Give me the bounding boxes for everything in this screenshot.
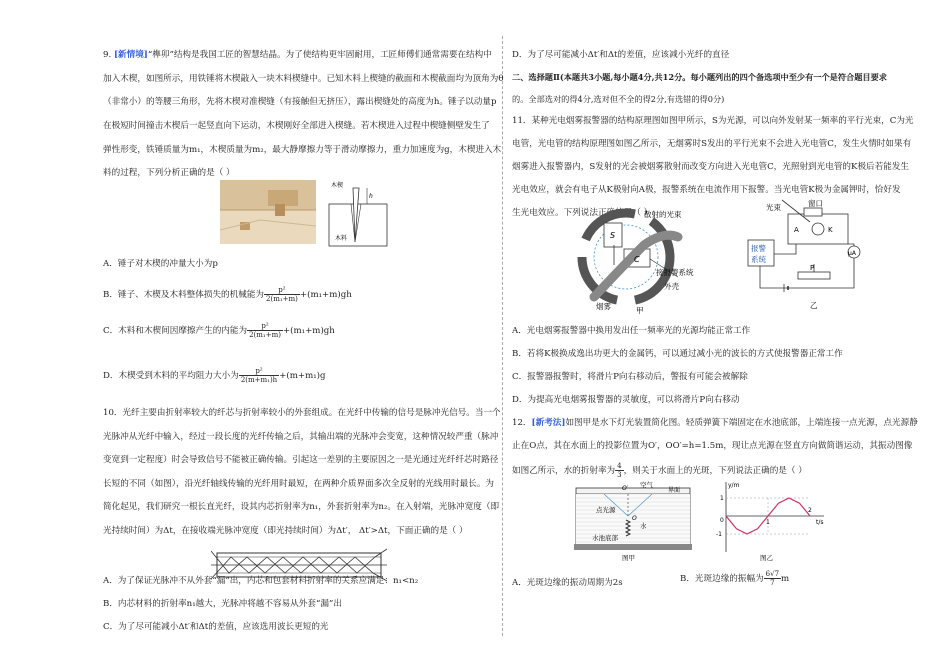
q9-photo bbox=[220, 180, 316, 244]
q10-option-d[interactable]: D．为了尽可能减小Δt′和Δt的差值，应该减小光纤的直径 bbox=[512, 50, 730, 60]
q9-option-c[interactable] bbox=[103, 322, 335, 342]
chart-xlabel: t/s bbox=[816, 519, 824, 526]
q12-line-1 bbox=[512, 414, 918, 434]
q9-h-label: h bbox=[369, 193, 373, 200]
q12-line-2: 止在O点，其在水面上的投影位置为O′，OO′=h=1.5m，现让点光源在竖直方向做简谐运动，其振动图像 bbox=[512, 441, 913, 451]
q9-text-1: “榫卯”结构是我国工匠的智慧结晶。为了使结构更牢固耐用，工匠师傅们通常需要在结构中 bbox=[147, 50, 492, 60]
chart-ytick-neg1: -1 bbox=[716, 531, 722, 538]
q9-line-3: （非常小）的等腰三角形，先将木楔对准楔缝（有接触但无挤压），露出楔缝处的高度为h。锤子以动量p bbox=[103, 97, 497, 107]
q9-line-4: 在极短时间撞击木楔后一起竖直向下运动，木楔刚好全部进入楔缝。若木楔进入过程中楔缝侧壁发生了 bbox=[103, 121, 490, 131]
q11-yi-window: 窗口 bbox=[808, 199, 823, 208]
q12-jia-label: 图甲 bbox=[622, 554, 635, 562]
chart-ytick-0: 0 bbox=[720, 517, 724, 524]
q11-option-a[interactable]: A．光电烟雾报警器中换用发出任一频率光的光源均能正常工作 bbox=[512, 326, 751, 336]
column-divider bbox=[502, 36, 503, 636]
q11-jia-label: 甲 bbox=[636, 306, 644, 315]
q10-line-5: 简化起见，我们研究一根长直光纤，设其内芯折射率为n₁，外套折射率为n₂。在入射端，光脉冲宽度（即 bbox=[103, 502, 500, 512]
frac-den: 2(m+m₁)h bbox=[240, 376, 278, 384]
q11-jia-C: C bbox=[634, 255, 640, 264]
q12-tag: [新考法] bbox=[531, 418, 566, 428]
q12-jia-water: 水 bbox=[640, 522, 647, 530]
q11-line-4: 光电效应，就会有电子从K极射向A极，报警系统在电流作用下报警。当光电管K极为金属钾时，恰好发 bbox=[512, 185, 901, 195]
q9-option-d[interactable] bbox=[103, 367, 326, 387]
q9-tag: [新情境] bbox=[113, 50, 148, 60]
q11-line-1: 11．某种光电烟雾报警器的结构原理图如图甲所示，S为光源，可以向外发射某一频率的平行光束，C为光 bbox=[512, 116, 914, 126]
left-column bbox=[103, 0, 504, 672]
q9-wedge-diagram bbox=[327, 178, 393, 248]
q10-line-2: 光脉冲从光纤中输入，经过一段长度的光纤传输之后，其输出端的光脉冲会变宽，这种情况较严重（脉冲 bbox=[103, 432, 499, 442]
q9-wood-label: 木料 bbox=[335, 235, 348, 242]
q9-line-1 bbox=[103, 46, 492, 66]
q12-text-3-post: ，则关于水面上的光斑，下列说法正确的是（ ） bbox=[623, 466, 807, 476]
frac-den: 2(m₁+m) bbox=[249, 331, 281, 339]
q9-option-b-frac bbox=[264, 286, 300, 303]
q9-option-d-text: D．木楔受到木料的平均阻力大小为 bbox=[103, 371, 239, 381]
q12-option-b-unit: m bbox=[781, 574, 790, 584]
q12-yi-label: 图乙 bbox=[760, 554, 773, 562]
q11-jia-smoke: 烟雾 bbox=[596, 302, 611, 311]
q11-jia-alarm: 接报警系统 bbox=[656, 268, 694, 277]
q12-jia-boundary: 界面 bbox=[668, 487, 681, 494]
frac-num: p² bbox=[264, 286, 300, 295]
q12-figure-jia bbox=[570, 480, 700, 562]
chart-ylabel: y/m bbox=[728, 482, 740, 489]
q11-yi-K: K bbox=[828, 226, 833, 234]
q9-line-5: 弹性形变，铁锤质量为m₁，木楔质量为m₂，最大静摩擦力等于滑动摩擦力，重力加速度为g，木楔进入木 bbox=[103, 145, 502, 155]
q12-option-b-text: B．光斑边缘的振幅为 bbox=[680, 574, 764, 584]
frac-num: p² bbox=[247, 322, 283, 331]
section-header-1: 二、选择题Ⅱ(本题共3小题,每小题4分,共12分。每小题列出的四个备选项中至少有一个是符合题目要求 bbox=[512, 72, 887, 82]
q9-option-a[interactable]: A．锤子对木楔的冲量大小为p bbox=[103, 259, 218, 269]
q12-jia-air: 空气 bbox=[640, 481, 653, 489]
q12-text-1: 如图甲是水下灯光装置简化图。轻质弹簧下端固定在水池底部，上端连接一点光源，点光源静 bbox=[565, 418, 918, 428]
q10-option-b[interactable]: B．内芯材料的折射率n₁越大，光脉冲将越不容易从外套“漏”出 bbox=[103, 599, 342, 609]
frac-num: 6√7 bbox=[765, 570, 780, 578]
q10-line-4: 长短的不同（如图），沿光纤轴线传输的光纤用时最短，在两种介质界面多次全反射的光线用时最长。为 bbox=[103, 479, 495, 489]
q10-option-a[interactable]: A．为了保证光脉冲不从外套“漏”出，内芯和包套材料折射率的关系应满足：n₁<n₂ bbox=[103, 576, 419, 586]
q12-option-b[interactable] bbox=[680, 570, 789, 590]
q11-line-5: 生光电效应。下列说法正确的是（ ） bbox=[512, 208, 653, 218]
q11-yi-label: 乙 bbox=[810, 301, 818, 310]
q9-line-6: 料的过程，下列分析正确的是（ ） bbox=[103, 168, 235, 178]
q9-option-b-post: +(m₁+m)gh bbox=[299, 290, 352, 300]
q11-yi-A: A bbox=[794, 226, 799, 234]
q12-frac bbox=[615, 462, 623, 479]
chart-ytick-1: 1 bbox=[720, 495, 724, 502]
q9-option-c-text: C．木料和木楔间因摩擦产生的内能为 bbox=[103, 326, 248, 336]
frac-den: 7 bbox=[770, 579, 775, 587]
chart-xtick-2: 2 bbox=[808, 507, 812, 514]
q9-option-d-post: +(m+m₁)g bbox=[279, 371, 326, 381]
q9-wedge-label: 木楔 bbox=[331, 182, 344, 189]
q11-line-2: 电管，光电管的结构原理图如图乙所示，无烟雾时S发出的平行光束不会进入光电管C，发生火情时如果有 bbox=[512, 139, 912, 149]
q11-figure-yi bbox=[744, 198, 864, 314]
q10-line-3: 变宽到一定程度）时会导致信号不能被正确传输。引起这一差别的主要原因之一是光通过光纤纤芯时路径 bbox=[103, 455, 499, 465]
q9-option-b[interactable] bbox=[103, 286, 352, 306]
q11-jia-scatter: 散射的光束 bbox=[644, 210, 682, 219]
frac-num: p² bbox=[239, 367, 279, 376]
q12-number: 12． bbox=[512, 418, 532, 428]
q9-option-c-post: +(m₁+m)gh bbox=[282, 326, 335, 336]
right-column bbox=[512, 0, 918, 672]
q9-line-2: 加入木楔，如图所示，用铁锤将木楔敲入一块木料楔缝中。已知木料上楔缝的截面和木楔截面均为顶角为θ bbox=[103, 74, 504, 84]
frac-den: 3 bbox=[617, 471, 622, 479]
frac-den: 2(m₁+m) bbox=[266, 295, 298, 303]
q12-jia-O: O bbox=[632, 515, 637, 522]
q10-option-c[interactable]: C．为了尽可能减小Δt′和Δt的差值，应该选用波长更短的光 bbox=[103, 622, 329, 632]
q9-option-b-text: B．锤子、木楔及木料整体损失的机械能为 bbox=[103, 290, 265, 300]
q11-option-c[interactable]: C．报警器报警时，将滑片P向右移动后，警报有可能会被解除 bbox=[512, 372, 748, 382]
q11-option-b[interactable]: B．若将K极换成逸出功更大的金属钙，可以通过减小光的波长的方式使报警器正常工作 bbox=[512, 349, 843, 359]
q11-figure-jia bbox=[574, 205, 724, 317]
q11-jia-S: S bbox=[610, 231, 616, 240]
q12-text-3: 如图乙所示，水的折射率为 bbox=[512, 466, 616, 476]
q11-jia-shell: 外壳 bbox=[664, 282, 679, 291]
q9-option-d-frac bbox=[239, 367, 279, 384]
q11-yi-alarm-2: 系统 bbox=[751, 255, 766, 264]
section-header-2: 的。全部选对的得4分,选对但不全的得2分,有选错的得0分) bbox=[512, 94, 725, 104]
q11-yi-mA: μA bbox=[848, 250, 856, 257]
q12-figure-yi-chart bbox=[712, 478, 832, 562]
q11-yi-alarm-1: 报警 bbox=[751, 244, 766, 253]
q11-yi-beam: 光束 bbox=[766, 203, 781, 212]
q12-jia-Op: O′ bbox=[622, 485, 629, 492]
q12-option-b-frac bbox=[764, 570, 781, 587]
q11-option-d[interactable]: D．为提高光电烟雾报警器的灵敏度，可以将滑片P向右移动 bbox=[512, 395, 740, 405]
q10-line-1: 10．光纤主要由折射率较大的纤芯与折射率较小的外套组成。在光纤中传输的信号是脉冲光信号。当一个 bbox=[103, 408, 501, 418]
q9-number: 9. bbox=[103, 50, 114, 60]
q9-option-c-frac bbox=[247, 322, 283, 339]
q12-option-a[interactable]: A．光斑边缘的振动周期为2s bbox=[512, 578, 623, 588]
q12-jia-bottom: 水池底部 bbox=[592, 534, 618, 542]
q10-line-6: 光持续时间）为Δt，在接收端光脉冲宽度（即光持续时间）为Δt′， Δt′>Δt，下面正确的是（ ） bbox=[103, 526, 468, 536]
q11-line-3: 烟雾进入报警器内，S发射的光会被烟雾散射而改变方向进入光电管C，光照射到光电管的K极后若能发生 bbox=[512, 162, 910, 172]
q11-yi-P: P bbox=[810, 264, 815, 272]
q12-jia-source: 点光源 bbox=[596, 506, 616, 514]
frac-num: 4 bbox=[617, 462, 622, 470]
chart-xtick-1: 1 bbox=[766, 519, 770, 526]
